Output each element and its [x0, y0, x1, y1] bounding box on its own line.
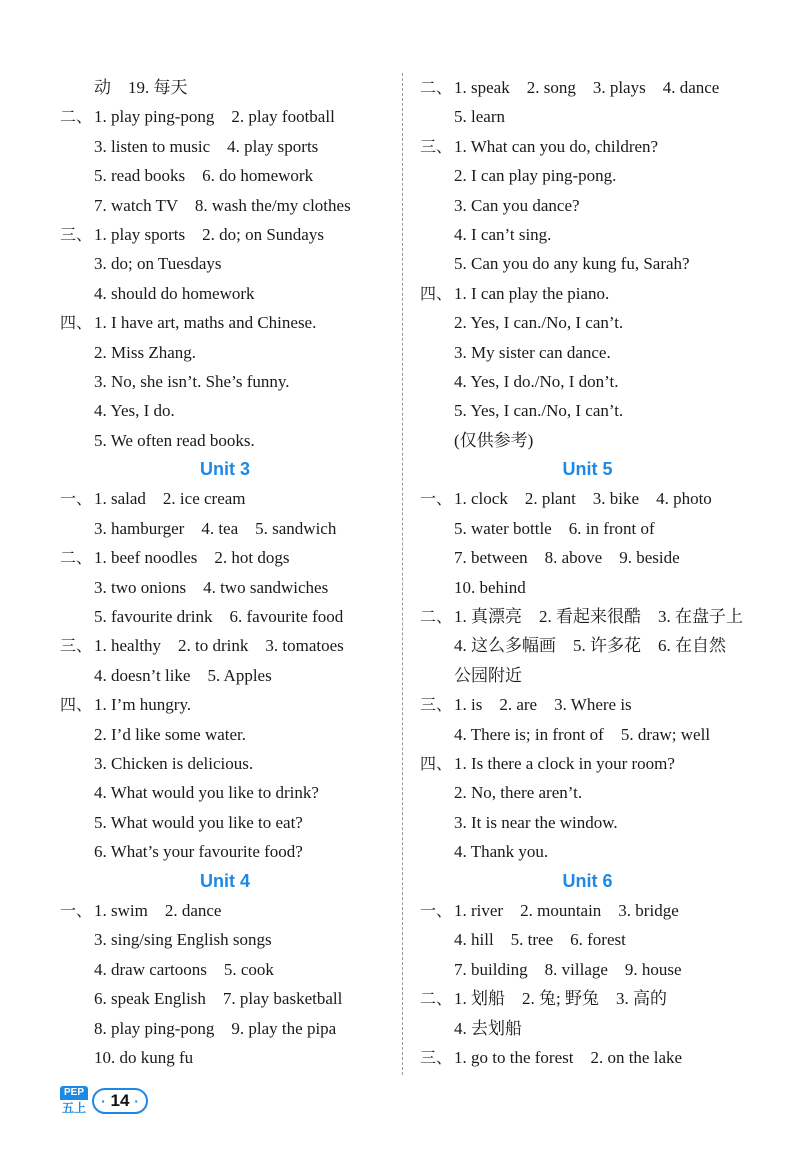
section-marker: 二、 — [420, 989, 453, 1009]
answer-section-line — [420, 279, 755, 308]
answer-line: 5. What would you like to eat? — [94, 812, 303, 832]
answer-section-line — [420, 132, 755, 161]
answer-line: 2. I’d like some water. — [94, 724, 247, 744]
section-marker: 二、 — [420, 78, 453, 97]
pep-grade-badge — [60, 1086, 88, 1116]
answer-text: 1. is 2. are 3. Where is — [454, 695, 632, 715]
answer-line: 4. 这么多幅画 5. 许多花 6. 在自然 — [454, 636, 726, 656]
section-marker: 三、 — [420, 1047, 453, 1067]
answer-line: 3. My sister can dance. — [454, 342, 611, 362]
answer-line: 4. There is; in front of 5. draw; well — [454, 724, 711, 744]
answer-section-line — [420, 749, 755, 778]
answer-text: 1. go to the forest 2. on the lake — [454, 1047, 683, 1067]
section-marker: 一、 — [420, 489, 453, 509]
answer-text: 1. Is there a clock in your room? — [454, 753, 675, 773]
dot-left-icon: · — [101, 1093, 106, 1109]
answer-text: 1. speak 2. song 3. plays 4. dance — [454, 78, 720, 97]
answer-text: 1. 划船 2. 兔; 野兔 3. 高的 — [454, 989, 667, 1009]
answer-line: 2. No, there aren’t. — [454, 783, 583, 803]
answer-line: 3. Chicken is delicious. — [94, 753, 254, 773]
answer-line: 3. It is near the window. — [454, 812, 618, 832]
answer-line: 6. What’s your favourite food? — [94, 842, 303, 862]
answer-text: 1. river 2. mountain 3. bridge — [454, 900, 679, 920]
answer-line: 5. We often read books. — [94, 430, 255, 450]
answer-text: 1. swim 2. dance — [94, 900, 222, 920]
answer-line: 10. do kung fu — [94, 1047, 194, 1067]
answer-section-line — [60, 102, 390, 131]
section-marker: 三、 — [60, 224, 93, 244]
answer-line: 3. hamburger 4. tea 5. sandwich — [94, 518, 337, 538]
answer-section-line — [420, 602, 755, 631]
unit-heading: Unit 6 — [562, 870, 613, 891]
answer-text: 1. clock 2. plant 3. bike 4. photo — [454, 489, 712, 509]
answer-text: 1. healthy 2. to drink 3. tomatoes — [94, 636, 344, 656]
unit-heading: Unit 4 — [199, 870, 250, 891]
answer-line: 5. favourite drink 6. favourite food — [94, 607, 344, 627]
answer-line: 4. doesn’t like 5. Apples — [94, 665, 272, 685]
section-marker: 四、 — [420, 283, 453, 303]
answer-line: 4. Yes, I do. — [94, 401, 175, 421]
answer-section-line — [420, 984, 755, 1013]
answer-section-line — [420, 73, 755, 102]
answer-section-line — [420, 1043, 755, 1072]
answer-text: 1. beef noodles 2. hot dogs — [94, 548, 290, 568]
answer-line: 8. play ping-pong 9. play the pipa — [94, 1018, 337, 1038]
answer-line: 4. hill 5. tree 6. forest — [454, 930, 626, 950]
answer-text: 1. I’m hungry. — [94, 695, 192, 715]
badge-grade-label: 五上 — [61, 1101, 86, 1115]
answer-text: 1. 真漂亮 2. 看起来很酷 3. 在盘子上 — [454, 607, 743, 627]
answer-text: 1. salad 2. ice cream — [94, 489, 246, 509]
answer-line: 4. should do homework — [94, 283, 255, 303]
answer-line: 6. speak English 7. play basketball — [94, 989, 343, 1009]
answer-line: 7. between 8. above 9. beside — [454, 548, 680, 568]
answer-line: 5. read books 6. do homework — [94, 166, 314, 186]
answer-line: 5. Yes, I can./No, I can’t. — [454, 401, 624, 421]
section-marker: 二、 — [60, 107, 93, 127]
answer-line: 5. water bottle 6. in front of — [454, 518, 655, 538]
section-marker: 一、 — [60, 900, 93, 920]
section-marker: 三、 — [60, 636, 93, 656]
answer-line: 3. No, she isn’t. She’s funny. — [94, 371, 290, 391]
answer-section-line — [60, 484, 390, 513]
answer-section-line — [60, 220, 390, 249]
answer-text: 1. play sports 2. do; on Sundays — [94, 224, 324, 244]
answer-line: 4. Yes, I do./No, I don’t. — [454, 371, 619, 391]
answer-line: 4. I can’t sing. — [454, 224, 552, 244]
answer-line: 3. do; on Tuesdays — [94, 254, 222, 274]
answer-line: 2. Yes, I can./No, I can’t. — [454, 313, 624, 333]
answer-text: 1. What can you do, children? — [454, 136, 659, 156]
answer-text: 1. play ping-pong 2. play football — [94, 107, 335, 127]
dot-right-icon: · — [134, 1093, 139, 1109]
section-marker: 二、 — [420, 607, 453, 627]
answer-line: 3. Can you dance? — [454, 195, 580, 215]
answer-line: 7. watch TV 8. wash the/my clothes — [94, 195, 351, 215]
answer-line: 公园附近 — [454, 665, 522, 685]
answer-line: 4. Thank you. — [454, 842, 549, 862]
section-marker: 一、 — [420, 900, 453, 920]
answer-line: 3. listen to music 4. play sports — [94, 136, 319, 156]
answer-section-line — [60, 690, 390, 719]
answer-text: 1. I can play the piano. — [454, 283, 610, 303]
answer-line: 4. What would you like to drink? — [94, 783, 319, 803]
section-marker: 四、 — [420, 753, 453, 773]
answer-section-line — [420, 484, 755, 513]
answer-section-line — [60, 896, 390, 925]
right-answer-column — [420, 73, 755, 1072]
section-marker: 二、 — [60, 548, 93, 568]
answer-line: 10. behind — [454, 577, 526, 597]
answer-line: 5. learn — [454, 107, 505, 127]
unit-heading: Unit 5 — [562, 459, 613, 480]
answer-line: 5. Can you do any kung fu, Sarah? — [454, 254, 690, 274]
unit-heading: Unit 3 — [199, 459, 250, 480]
answer-line: (仅供参考) — [454, 430, 534, 450]
answer-text: 1. I have art, maths and Chinese. — [94, 313, 317, 333]
section-marker: 三、 — [420, 136, 453, 156]
answer-line: 2. I can play ping-pong. — [454, 166, 617, 186]
answer-section-line — [60, 308, 390, 337]
answer-line: 7. building 8. village 9. house — [454, 959, 682, 979]
answer-line: 2. Miss Zhang. — [94, 342, 196, 362]
answer-section-line — [60, 543, 390, 572]
answer-line: 4. 去划船 — [454, 1018, 522, 1038]
answer-line: 3. sing/sing English songs — [94, 930, 272, 950]
badge-pep-label: PEP — [60, 1086, 88, 1100]
section-marker: 三、 — [420, 695, 453, 715]
page-number — [92, 1088, 148, 1114]
column-divider — [402, 73, 404, 1075]
section-marker: 四、 — [60, 695, 93, 715]
answer-line: 动 19. 每天 — [94, 78, 188, 97]
page-number-value: 14 — [110, 1091, 130, 1110]
answer-section-line — [420, 896, 755, 925]
section-marker: 一、 — [60, 489, 93, 509]
answer-line: 3. two onions 4. two sandwiches — [94, 577, 329, 597]
answer-section-line — [420, 690, 755, 719]
section-marker: 四、 — [60, 313, 93, 333]
answer-line: 4. draw cartoons 5. cook — [94, 959, 274, 979]
answer-section-line — [60, 631, 390, 660]
left-answer-column — [60, 73, 390, 1072]
